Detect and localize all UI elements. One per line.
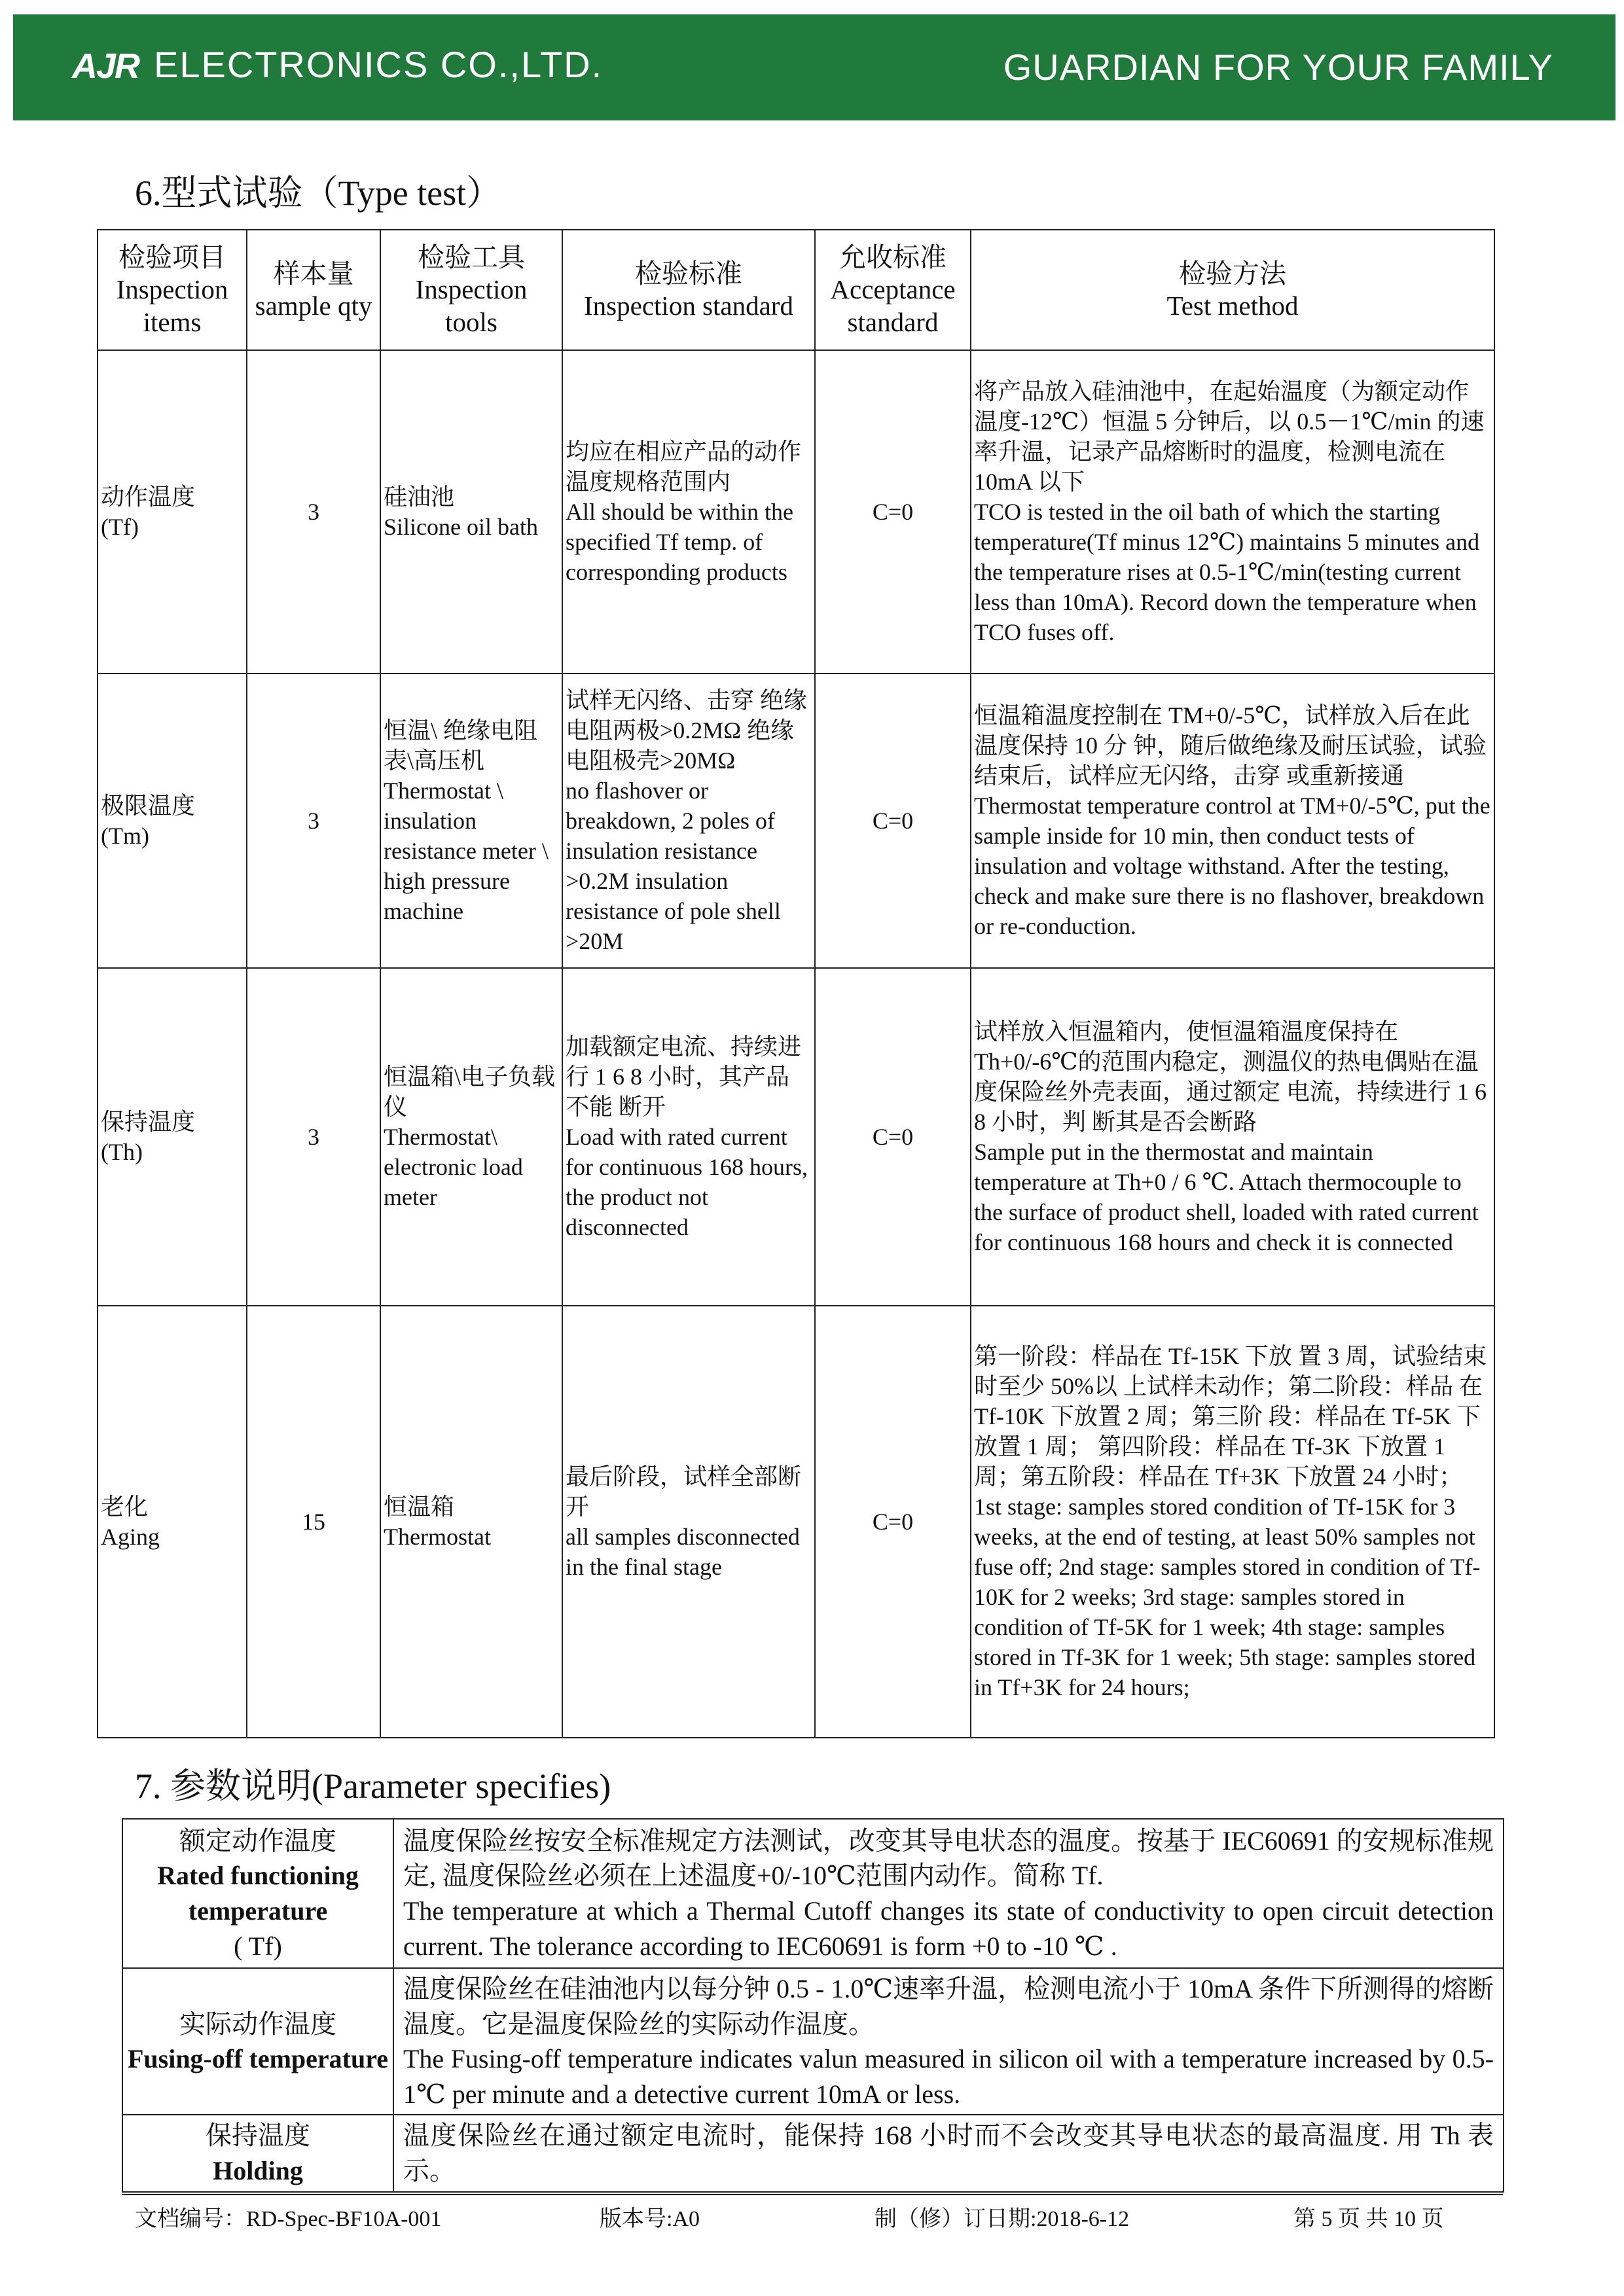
row-standard: 试样无闪络、击穿 绝缘电阻两极>0.2MΩ 绝缘电阻极壳>20MΩ no flashover or breakdown, 2 poles of insulation resistance >0.2M insulation resistance of pole shell >20M bbox=[562, 673, 815, 968]
row-standard: 加载额定电流、持续进行 1 6 8 小时，其产品不能 断开 Load with rated current for continuous 168 hours, the product not disconnected bbox=[562, 968, 815, 1306]
table-row bbox=[122, 1968, 1504, 2115]
param-name: 额定动作温度 Rated functioning temperature ( Tf) bbox=[122, 1819, 393, 1968]
row-acceptance: C=0 bbox=[815, 673, 971, 968]
row-item: 保持温度 (Th) bbox=[98, 968, 247, 1306]
header-acceptance-standard: 允收标准 Acceptance standard bbox=[815, 230, 971, 350]
param-name: 实际动作温度 Fusing-off temperature bbox=[122, 1968, 393, 2115]
row-tools: 硅油池 Silicone oil bath bbox=[380, 350, 562, 673]
page-footer bbox=[122, 2194, 1503, 2231]
row-method: 将产品放入硅油池中，在起始温度（为额定动作温度-12℃）恒温 5 分钟后，以 0.5－1℃/min 的速率升温，记录产品熔断时的温度，检测电流在 10mA 以下 TCO is tested in the oil bath of which the starting temperature(Tf minus 12℃) maintains 5 minutes and the temperature rises at 0.5-1℃/min(testing current less than 10mA). Record down the temperature when TCO fuses off. bbox=[971, 350, 1494, 673]
table-row bbox=[98, 1306, 1494, 1738]
row-acceptance: C=0 bbox=[815, 1306, 971, 1738]
table-row bbox=[122, 1819, 1504, 1968]
table-row bbox=[98, 350, 1494, 673]
header-inspection-tools: 检验工具 Inspection tools bbox=[380, 230, 562, 350]
footer-doc-number: 文档编号：RD-Spec-BF10A-001 bbox=[135, 2207, 442, 2231]
section-6-title: 6.型式试验（Type test） bbox=[135, 173, 502, 213]
table-header-row bbox=[98, 230, 1494, 350]
row-acceptance: C=0 bbox=[815, 968, 971, 1306]
param-name: 保持温度 Holding bbox=[122, 2115, 393, 2191]
row-method: 试样放入恒温箱内，使恒温箱温度保持在 Th+0/-6℃的范围内稳定，测温仪的热电偶贴在温度保险丝外壳表面，通过额定 电流，持续进行 1 6 8 小时，判 断其是否会断路 Sample put in the thermostat and maintain temperature at Th+0 / 6 ℃. Attach thermocouple to the surface of product shell, loaded with rated current for continuous 168 hours and check it is connected bbox=[971, 968, 1494, 1306]
footer-version: 版本号:A0 bbox=[600, 2207, 700, 2231]
row-method: 恒温箱温度控制在 TM+0/-5℃，试样放入后在此温度保持 10 分 钟，随后做绝缘及耐压试验，试验结束后，试样应无闪络，击穿 或重新接通 Thermostat temperature control at TM+0/-5℃, put the sample inside for 10 min, then conduct tests of insulation and voltage withstand. After the testing, check and make sure there is no flashover, breakdown or re-conduction. bbox=[971, 673, 1494, 968]
row-item: 极限温度 (Tm) bbox=[98, 673, 247, 968]
row-tools: 恒温\ 绝缘电阻表\高压机 Thermostat \ insulation resistance meter \ high pressure machine bbox=[380, 673, 562, 968]
row-qty: 3 bbox=[247, 673, 380, 968]
row-qty: 3 bbox=[247, 350, 380, 673]
page-header bbox=[13, 14, 1615, 120]
param-description: 温度保险丝在通过额定电流时，能保持 168 小时而不会改变其导电状态的最高温度. 用 Th 表示。 bbox=[393, 2115, 1504, 2191]
section-7-title: 7. 参数说明(Parameter specifies) bbox=[135, 1767, 611, 1806]
row-item: 动作温度 (Tf) bbox=[98, 350, 247, 673]
type-test-table bbox=[97, 229, 1495, 1738]
row-qty: 15 bbox=[247, 1306, 380, 1738]
table-row bbox=[98, 673, 1494, 968]
row-acceptance: C=0 bbox=[815, 350, 971, 673]
param-description: 温度保险丝按安全标准规定方法测试，改变其导电状态的温度。按基于 IEC60691 的安规标准规定, 温度保险丝必须在上述温度+0/-10℃范围内动作。简称 Tf. The temperature at which a Thermal Cutoff changes its state of conductivity to open circuit detection current. The tolerance according to IEC60691 is form +0 to -10 ℃ . bbox=[393, 1819, 1504, 1968]
table-row bbox=[122, 2115, 1504, 2191]
row-standard: 最后阶段，试样全部断开 all samples disconnected in the final stage bbox=[562, 1306, 815, 1738]
company-slogan: GUARDIAN FOR YOUR FAMILY bbox=[1003, 46, 1553, 88]
header-inspection-standard: 检验标准 Inspection standard bbox=[562, 230, 815, 350]
footer-date: 制（修）订日期:2018-6-12 bbox=[875, 2207, 1130, 2231]
footer-page-number: 第 5 页 共 10 页 bbox=[1293, 2207, 1444, 2231]
table-row bbox=[98, 968, 1494, 1306]
row-tools: 恒温箱\电子负载仪 Thermostat\ electronic load meter bbox=[380, 968, 562, 1306]
row-item: 老化 Aging bbox=[98, 1306, 247, 1738]
parameter-table bbox=[122, 1818, 1504, 2193]
row-tools: 恒温箱 Thermostat bbox=[380, 1306, 562, 1738]
row-qty: 3 bbox=[247, 968, 380, 1306]
header-inspection-items: 检验项目 Inspection items bbox=[98, 230, 247, 350]
row-standard: 均应在相应产品的动作温度规格范围内 All should be within the specified Tf temp. of corresponding products bbox=[562, 350, 815, 673]
header-sample-qty: 样本量 sample qty bbox=[247, 230, 380, 350]
company-name: ELECTRONICS CO.,LTD. bbox=[154, 44, 604, 85]
company-logo: AJR bbox=[72, 46, 139, 86]
header-test-method: 检验方法 Test method bbox=[971, 230, 1494, 350]
param-description: 温度保险丝在硅油池内以每分钟 0.5 - 1.0℃速率升温，检测电流小于 10mA 条件下所测得的熔断温度。它是温度保险丝的实际动作温度。 The Fusing-off temperature indicates valun measured in silicon oil with a temperature increased by 0.5-1℃ per minute and a detective current 10mA or less. bbox=[393, 1968, 1504, 2115]
row-method: 第一阶段：样品在 Tf-15K 下放 置 3 周，试验结束时至少 50%以 上试样未动作；第二阶段：样品 在 Tf-10K 下放置 2 周；第三阶 段：样品在 Tf-5K 下放置 1 周； 第四阶段：样品在 Tf-3K 下放置 1 周；第五阶段：样品在 Tf+3K 下放置 24 小时； 1st stage: samples stored condition of Tf-15K for 3 weeks, at the end of testing, at least 50% samples not fuse off; 2nd stage: samples stored in condition of Tf-10K for 2 weeks; 3rd stage: samples stored in condition of Tf-5K for 1 week; 4th stage: samples stored in Tf-3K for 1 week; 5th stage: samples stored in Tf+3K for 24 hours; bbox=[971, 1306, 1494, 1738]
